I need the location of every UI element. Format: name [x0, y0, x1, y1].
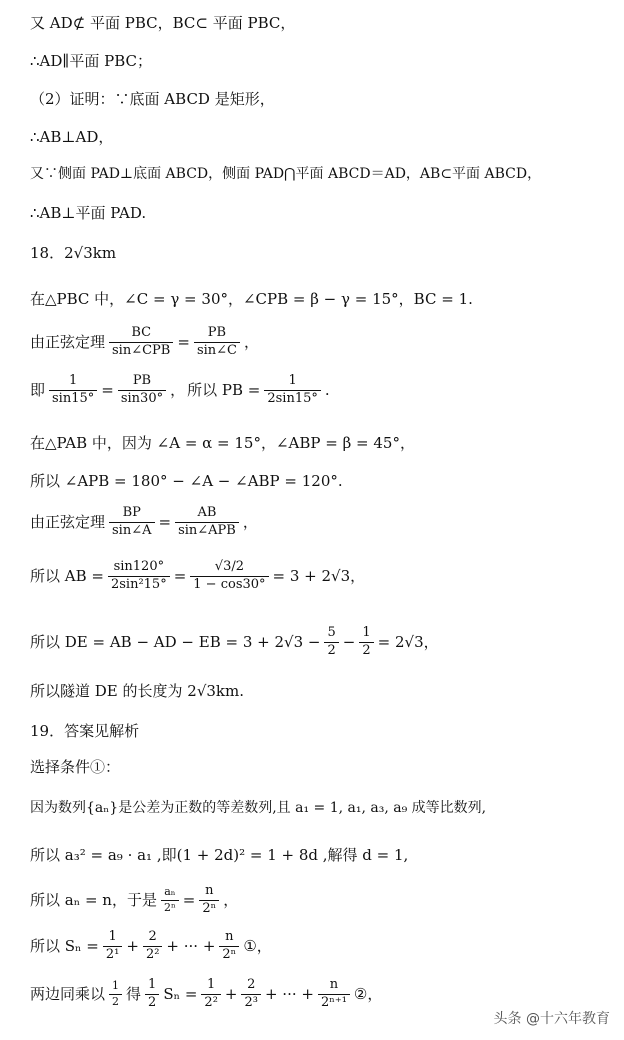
fraction: $\frac{BC}{\text{sin∠CPB}}$	[109, 326, 173, 359]
fraction: $\frac{1}{\text{2¹}}$	[103, 930, 122, 963]
problem-18-heading: 18．2√3km	[30, 244, 117, 262]
text-line: 在△PAB 中，因为 ∠A = α = 15°，∠ABP = β = 45°，	[30, 434, 415, 452]
equation-line: 所以 Sₙ = $\frac{1}{\text{2¹}}$ + $\frac{2}{\text{2²}}$ + ··· + $\frac{n}{\text{2ⁿ}}$ ①，	[30, 929, 272, 962]
fraction: $\frac{1}{2}$	[359, 626, 373, 659]
fraction: $\frac{PB}{\sin\angle C}$	[194, 326, 240, 359]
fraction: $\frac{1}{2}$	[145, 978, 159, 1011]
fraction: $\frac{5}{2}$	[324, 626, 338, 659]
text-line: ∴AD∥平面 PBC；	[30, 52, 152, 70]
watermark: 头条 @十六年教育	[493, 1011, 610, 1027]
fraction: $\frac{\text{aₙ}}{\text{2ⁿ}}$	[161, 886, 179, 914]
fraction: $\frac{1}{2}$	[109, 980, 122, 1008]
text-line: 选择条件①：	[30, 758, 121, 776]
fraction: $\frac{2}{\text{2³}}$	[241, 978, 260, 1011]
text-line: ∴AB⊥平面 PAD.	[30, 204, 147, 222]
fraction: $\frac{\sin 120^\circ}{\text{2sin²15°}}$	[108, 560, 170, 593]
fraction: $\frac{1}{2\sin 15^\circ}$	[264, 374, 321, 407]
text-line: ∴AB⊥AD，	[30, 128, 114, 146]
text-line: 因为数列{aₙ}是公差为正数的等差数列,且 a₁ = 1, a₁, a₃, a₉ 成等比数列,	[30, 800, 487, 816]
problem-19-heading: 19．答案见解析	[30, 722, 140, 740]
equation-line: 所以 AB = $\frac{\sin 120^\circ}{\text{2sin²15°}}$ = $\frac{√3/2}{1 - \cos 30^\circ}$ = 3 + 2√3，	[30, 559, 366, 592]
text-line: （2）证明：∵底面 ABCD 是矩形，	[30, 90, 275, 108]
fraction: $\frac{AB}{\text{sin∠APB}}$	[175, 506, 239, 539]
equation-line: 所以 DE = AB − AD − EB = 3 + 2√3 − $\frac{5}{2}$ − $\frac{1}{2}$ = 2√3，	[30, 625, 439, 658]
fraction: $\frac{BP}{\sin\angle A}$	[109, 506, 154, 539]
fraction: $\frac{n}{\text{2ⁿ}}$	[199, 884, 219, 917]
equation-line: 所以 aₙ = n，于是 $\frac{\text{aₙ}}{\text{2ⁿ}}$ = $\frac{n}{\text{2ⁿ}}$ ，	[30, 883, 239, 916]
fraction: $\frac{2}{\text{2²}}$	[143, 930, 162, 963]
sine-law-line: 由正弦定理 $\frac{BC}{\text{sin∠CPB}}$ = $\frac{PB}{\sin\angle C}$ ，	[30, 325, 259, 358]
fraction: $\frac{√3/2}{1 - \cos 30^\circ}$	[190, 560, 268, 593]
fraction: $\frac{n}{\text{2ⁿ}}$	[219, 930, 239, 963]
text-line: 所以隧道 DE 的长度为 2√3km.	[30, 682, 245, 700]
fraction: $\frac{1}{\text{2²}}$	[201, 978, 220, 1011]
fraction: $\frac{n}{\text{2ⁿ⁺¹}}$	[318, 978, 350, 1011]
text-line: 又 AD⊄ 平面 PBC，BC⊂ 平面 PBC，	[30, 14, 296, 32]
sine-law-line: 由正弦定理 $\frac{BP}{\sin\angle A}$ = $\frac{AB}{\text{sin∠APB}}$ ，	[30, 505, 258, 538]
text-line: 又∵侧面 PAD⊥底面 ABCD，侧面 PAD⋂平面 ABCD＝AD，AB⊂平面 ABCD，	[30, 166, 542, 182]
fraction: $\frac{1}{\sin 15^\circ}$	[49, 374, 97, 407]
equation-line: 即 $\frac{1}{\sin 15^\circ}$ = $\frac{PB}{\sin 30^\circ}$ ， 所以 PB = $\frac{1}{2\sin 15^\circ}$ .	[30, 373, 330, 406]
text-line: 所以 a₃² = a₉ · a₁ ,即(1 + 2d)² = 1 + 8d ,解得 d = 1,	[30, 846, 409, 864]
fraction: $\frac{PB}{\sin 30^\circ}$	[118, 374, 166, 407]
text-line: 在△PBC 中，∠C = γ = 30°，∠CPB = β − γ = 15°，BC = 1.	[30, 290, 473, 308]
equation-line: 两边同乘以 $\frac{1}{2}$ 得 $\frac{1}{2}$ Sₙ = $\frac{1}{\text{2²}}$ + $\frac{2}{\text{2³}}$ + ··· + $\frac{n}{\text{2ⁿ⁺¹}}$ ②，	[30, 977, 383, 1010]
text-line: 所以 ∠APB = 180° − ∠A − ∠ABP = 120°.	[30, 472, 343, 490]
